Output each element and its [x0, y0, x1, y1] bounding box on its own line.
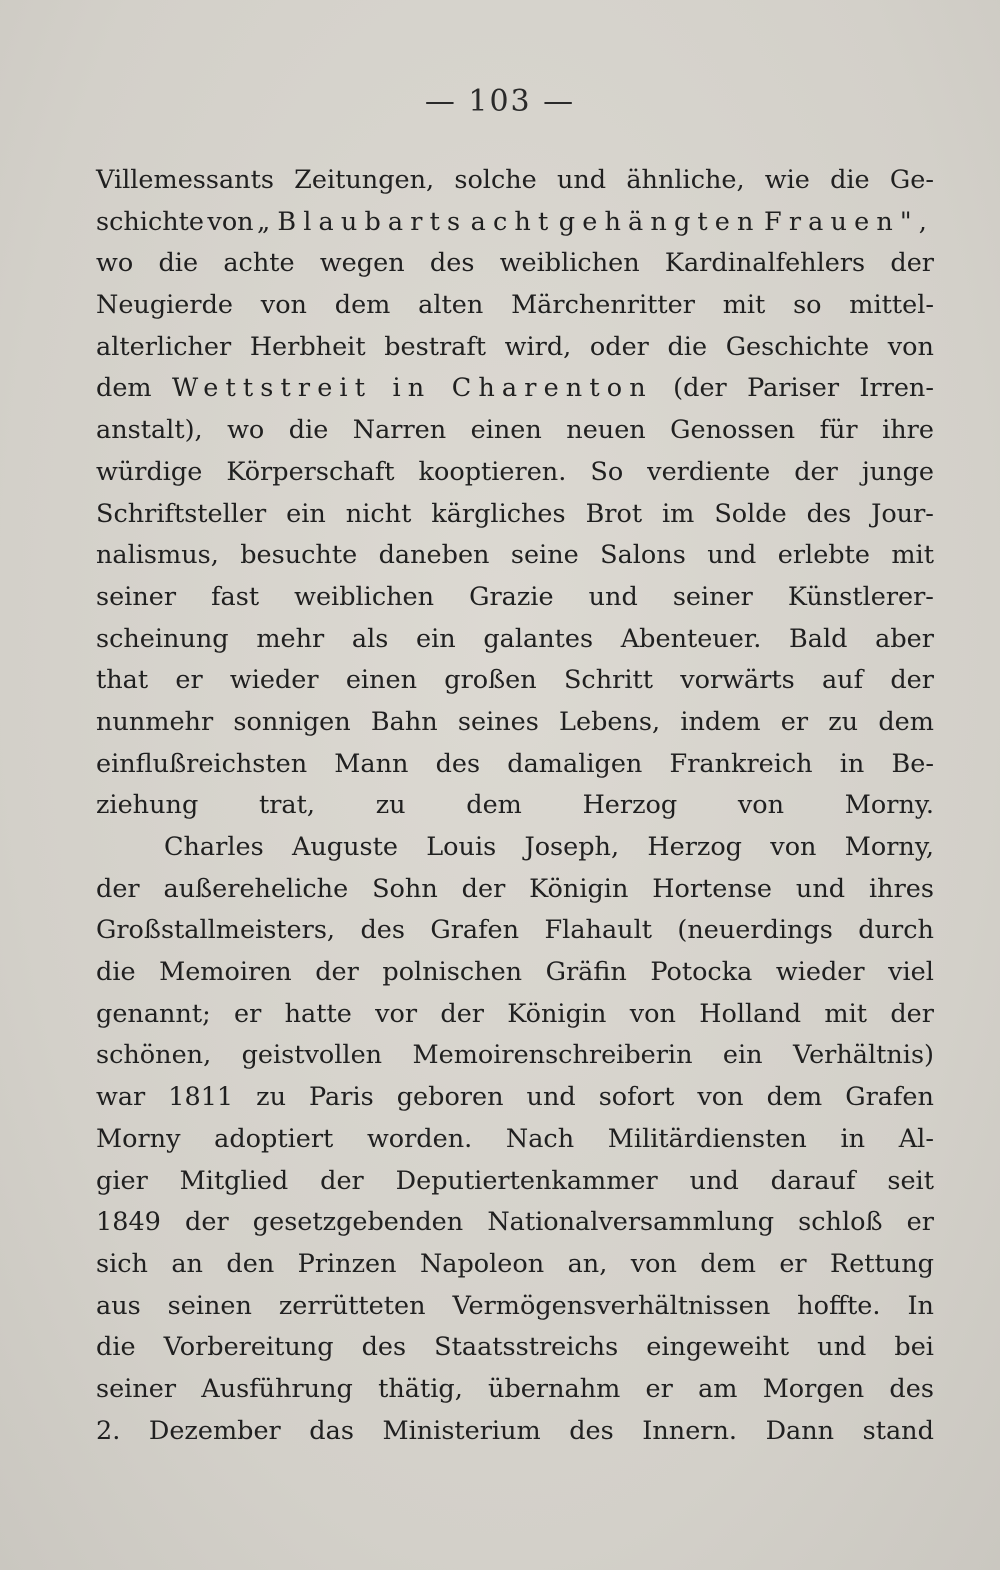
word: Kardinalfehlers — [664, 248, 866, 279]
word: Joseph, — [524, 832, 620, 862]
paragraph — [96, 160, 934, 827]
word: wo — [96, 248, 134, 279]
word: Paris — [309, 1082, 374, 1113]
word: dem — [878, 706, 934, 737]
word: galantes — [483, 623, 594, 654]
word: würdige — [96, 456, 203, 487]
word: Herzog — [647, 832, 743, 862]
word: Bald — [789, 623, 848, 654]
word: Frankreich — [669, 748, 813, 779]
word: scheinung — [96, 623, 229, 654]
word: seines — [457, 706, 539, 737]
word: Morny, — [844, 832, 934, 862]
word: Lebens, — [559, 706, 661, 737]
word: neuen — [566, 415, 646, 446]
word: ähnliche, — [626, 165, 745, 195]
word: mit — [824, 998, 868, 1029]
word: der — [794, 456, 838, 487]
text-line — [96, 702, 934, 744]
word: der — [320, 1165, 364, 1196]
word: Prinzen — [297, 1248, 397, 1279]
word: Memoirenschreiberin — [412, 1040, 693, 1071]
word: indem — [680, 706, 761, 737]
word: Märchenritter — [511, 290, 695, 321]
word: anstalt), — [96, 415, 203, 446]
word: Geschichte — [725, 331, 870, 362]
word: Vorbereitung — [163, 1332, 334, 1363]
word: seiner — [96, 1373, 177, 1404]
word: zerrütteten — [278, 1290, 426, 1321]
word: seiner — [672, 581, 753, 612]
word: Be- — [891, 748, 934, 779]
word: genannt; — [96, 998, 211, 1029]
word: wird, — [504, 331, 572, 362]
word: und — [556, 165, 607, 195]
word: kooptieren. — [418, 456, 567, 487]
word: Louis — [426, 832, 497, 862]
word: in — [840, 1123, 866, 1154]
word: er — [779, 1248, 807, 1279]
word: In — [907, 1290, 934, 1321]
word: Pariser — [747, 373, 840, 404]
word: aus — [96, 1290, 141, 1321]
word: mehr — [256, 623, 325, 654]
word: dem — [766, 1082, 823, 1113]
word: die — [96, 957, 136, 988]
word: Dann — [765, 1415, 835, 1446]
word: besuchte — [240, 540, 358, 571]
text-line — [96, 494, 934, 536]
word: schichte — [96, 206, 204, 237]
word: Sohn — [372, 873, 438, 904]
text-line — [96, 452, 934, 494]
word: hoffte. — [797, 1290, 881, 1321]
word: Staatsstreichs — [434, 1332, 619, 1363]
text-line — [96, 744, 934, 786]
word: sonnigen — [233, 706, 351, 737]
word: Morgen — [762, 1373, 865, 1404]
word: in — [839, 748, 865, 779]
word: für — [819, 415, 858, 446]
word: schloß — [798, 1207, 883, 1238]
word: geistvollen — [241, 1040, 383, 1071]
word: des — [360, 915, 405, 946]
word: von — [887, 331, 934, 362]
word: der — [890, 248, 934, 279]
word: Villemessants — [96, 165, 274, 195]
word: Hortense — [652, 873, 772, 904]
word: mittel- — [849, 290, 934, 321]
word: (neuerdings — [677, 915, 833, 946]
word: außereheliche — [163, 873, 349, 904]
paragraph — [96, 827, 934, 1452]
word: Auguste — [291, 832, 398, 862]
word: von — [630, 1248, 677, 1279]
body-text — [96, 160, 934, 1452]
word: seinen — [167, 1290, 252, 1321]
word: polnischen — [382, 957, 523, 988]
word: an, — [567, 1248, 608, 1279]
word: der — [185, 1207, 229, 1238]
word: Potocka — [650, 957, 753, 988]
word: alterlicher — [96, 331, 232, 362]
word: des — [435, 748, 481, 779]
text-line — [96, 243, 934, 285]
word: Grafen — [845, 1082, 934, 1113]
word: Mitglied — [179, 1165, 289, 1196]
word: einflußreichsten — [96, 748, 308, 779]
word: durch — [858, 915, 934, 946]
word: der — [890, 665, 934, 696]
word: mit — [891, 540, 934, 571]
word: adoptiert — [214, 1123, 334, 1154]
text-line — [96, 1244, 934, 1286]
word: von — [770, 832, 817, 862]
word: Ge- — [889, 165, 934, 195]
text-line — [96, 1161, 934, 1203]
word: daneben — [378, 540, 490, 571]
word: damaligen — [507, 748, 643, 779]
word: that — [96, 665, 149, 696]
text-line — [96, 952, 934, 994]
text-line — [96, 994, 934, 1036]
word: „Blaubarts — [257, 206, 468, 237]
word: der — [461, 873, 506, 904]
word: von — [697, 1082, 744, 1113]
word: das — [309, 1415, 354, 1446]
word: ihres — [868, 873, 934, 904]
text-line — [96, 785, 934, 827]
word: hatte — [284, 998, 352, 1029]
word: zu — [256, 1082, 287, 1113]
word: worden. — [366, 1123, 473, 1154]
word: Vermögensverhältnissen — [452, 1290, 771, 1321]
word: Künstlerer- — [787, 581, 934, 612]
word: Jour- — [871, 498, 934, 529]
word: Holland — [699, 998, 802, 1029]
word: ein — [286, 498, 326, 529]
page-number: — 103 — — [424, 84, 576, 119]
word: Genossen — [670, 415, 796, 446]
word: der — [890, 998, 934, 1029]
word: Herbheit — [249, 331, 366, 362]
word: So — [590, 456, 624, 487]
text-line — [96, 910, 934, 952]
word: übernahm — [488, 1373, 621, 1404]
word: Frauen", — [764, 206, 934, 237]
word: Schriftsteller — [96, 498, 267, 529]
word: des — [806, 498, 852, 529]
text-line — [96, 660, 934, 702]
word: aber — [875, 623, 934, 654]
text-line — [96, 285, 934, 327]
word: ein — [416, 623, 456, 654]
word: bestraft — [384, 331, 487, 362]
text-line — [96, 827, 934, 869]
word: weiblichen — [499, 248, 640, 279]
word: Ausführung — [201, 1373, 353, 1404]
text-line — [96, 410, 934, 452]
word: Brot — [585, 498, 643, 529]
word: Gräfin — [545, 957, 627, 988]
text-line — [96, 869, 934, 911]
text-line — [96, 1286, 934, 1328]
text-line — [96, 1035, 934, 1077]
word: darauf — [770, 1165, 856, 1196]
word: 1849 — [96, 1207, 161, 1238]
text-line — [96, 160, 934, 202]
word: Charenton — [451, 373, 653, 404]
word: ein — [722, 1040, 763, 1071]
word: schönen, — [96, 1040, 212, 1071]
word: nunmehr — [96, 706, 214, 737]
word: Ministerium — [382, 1415, 541, 1446]
word: nicht — [345, 498, 412, 529]
word: Morny — [96, 1123, 181, 1154]
word: auf — [821, 665, 864, 696]
word: so — [793, 290, 822, 321]
word: eingeweiht — [646, 1332, 790, 1363]
word: seiner — [96, 581, 177, 612]
text-line — [96, 1202, 934, 1244]
text-line — [96, 202, 934, 244]
word: erlebte — [777, 540, 870, 571]
word: und — [795, 873, 846, 904]
word: er — [175, 665, 203, 696]
word: den — [226, 1248, 275, 1279]
word: zu — [828, 706, 859, 737]
word: wieder — [775, 957, 865, 988]
word: Salons — [600, 540, 686, 571]
text-line — [96, 327, 934, 369]
word: Militärdiensten — [607, 1123, 807, 1154]
word: alten — [418, 290, 484, 321]
word: die — [288, 415, 329, 446]
word: und — [526, 1082, 576, 1113]
word: ihre — [882, 415, 934, 446]
word: 2. — [96, 1415, 121, 1446]
word: der — [315, 957, 359, 988]
word: von — [737, 790, 785, 821]
word: Deputiertenkammer — [395, 1165, 658, 1196]
word: zu — [375, 790, 406, 821]
word: mit — [722, 290, 766, 321]
word: Al- — [898, 1123, 934, 1154]
word: einen — [345, 665, 418, 696]
word: des — [569, 1415, 614, 1446]
word: Königin — [529, 873, 629, 904]
word: des — [889, 1373, 934, 1404]
word: einen — [470, 415, 542, 446]
word: in — [392, 373, 432, 404]
word: seit — [887, 1165, 934, 1196]
word: Abenteuer. — [620, 623, 762, 654]
text-line — [96, 619, 934, 661]
word: Dezember — [148, 1415, 281, 1446]
text-line — [96, 1411, 934, 1453]
word: Wettstreit — [171, 373, 373, 404]
word: Nationalversammlung — [487, 1207, 775, 1238]
word: wieder — [229, 665, 319, 696]
word: Herzog — [582, 790, 678, 821]
word: Morny. — [844, 790, 934, 821]
word: und — [689, 1165, 739, 1196]
word: von — [260, 290, 307, 321]
word: geboren — [396, 1082, 504, 1113]
word: Memoiren — [159, 957, 292, 988]
word: gier — [96, 1165, 148, 1196]
word: des — [361, 1332, 407, 1363]
text-line — [96, 535, 934, 577]
word: am — [698, 1373, 738, 1404]
word: nalismus, — [96, 540, 219, 571]
word: weiblichen — [294, 581, 435, 612]
word: er — [780, 706, 809, 737]
text-line — [96, 577, 934, 619]
text-line — [96, 1077, 934, 1119]
word: wegen — [319, 248, 405, 279]
word: dem — [466, 790, 522, 821]
word: trat, — [258, 790, 315, 821]
word: und — [707, 540, 757, 571]
word: dem — [96, 373, 152, 404]
word: Großstallmeisters, — [96, 915, 336, 946]
word: des — [429, 248, 475, 279]
word: Zeitungen, — [294, 165, 435, 195]
word: der — [440, 998, 484, 1029]
word: Körperschaft — [226, 456, 395, 487]
text-line — [96, 1119, 934, 1161]
word: kärgliches — [431, 498, 566, 529]
word: oder — [589, 331, 649, 362]
word: seine — [510, 540, 579, 571]
word: dem — [700, 1248, 756, 1279]
word: junge — [861, 456, 934, 487]
word: stand — [862, 1415, 934, 1446]
word: Grafen — [430, 915, 520, 946]
word: er — [234, 998, 262, 1029]
word: die — [830, 165, 870, 195]
word: achte — [223, 248, 295, 279]
word: er — [906, 1207, 934, 1238]
word: er — [645, 1373, 673, 1404]
word: Nach — [505, 1123, 575, 1154]
word: die — [96, 1332, 136, 1363]
word: Grazie — [469, 581, 554, 612]
text-line — [96, 368, 934, 410]
word: Solde — [714, 498, 787, 529]
word: die — [667, 331, 708, 362]
word: viel — [888, 957, 934, 988]
word: im — [662, 498, 695, 529]
word: Verhältnis) — [793, 1040, 934, 1071]
word: verdiente — [647, 456, 771, 487]
word: von — [207, 206, 254, 237]
word: Napoleon — [419, 1248, 545, 1279]
word: wie — [764, 165, 810, 195]
word: Rettung — [830, 1248, 934, 1279]
word: sofort — [598, 1082, 675, 1113]
word: Flahault — [544, 915, 652, 946]
word: thätig, — [378, 1373, 463, 1404]
word: acht — [470, 206, 556, 237]
word: als — [351, 623, 389, 654]
word: Charles — [164, 832, 264, 862]
word: großen — [444, 665, 537, 696]
word: die — [158, 248, 199, 279]
word: und — [588, 581, 638, 612]
word: und — [817, 1332, 867, 1363]
text-line — [96, 1327, 934, 1369]
word: fast — [211, 581, 260, 612]
word: Königin — [507, 998, 607, 1029]
word: Narren — [352, 415, 447, 446]
word: ziehung — [96, 790, 199, 821]
word: (der — [673, 373, 727, 404]
word: vorwärts — [680, 665, 795, 696]
word: 1811 — [168, 1082, 234, 1113]
word: sich — [96, 1248, 148, 1279]
word: war — [96, 1082, 146, 1113]
word: Irren- — [859, 373, 934, 404]
word: gehängten — [558, 206, 761, 237]
word: Innern. — [642, 1415, 738, 1446]
word: Schritt — [563, 665, 653, 696]
word: bei — [894, 1332, 934, 1363]
word: solche — [454, 165, 537, 195]
word: dem — [334, 290, 391, 321]
word: der — [96, 873, 140, 904]
word: wo — [227, 415, 265, 446]
word: gesetzgebenden — [252, 1207, 464, 1238]
word: vor — [375, 998, 418, 1029]
word: Bahn — [370, 706, 438, 737]
word: Mann — [334, 748, 409, 779]
text-line — [96, 1369, 934, 1411]
word: an — [171, 1248, 203, 1279]
word: Neugierde — [96, 290, 234, 321]
word: von — [629, 998, 676, 1029]
